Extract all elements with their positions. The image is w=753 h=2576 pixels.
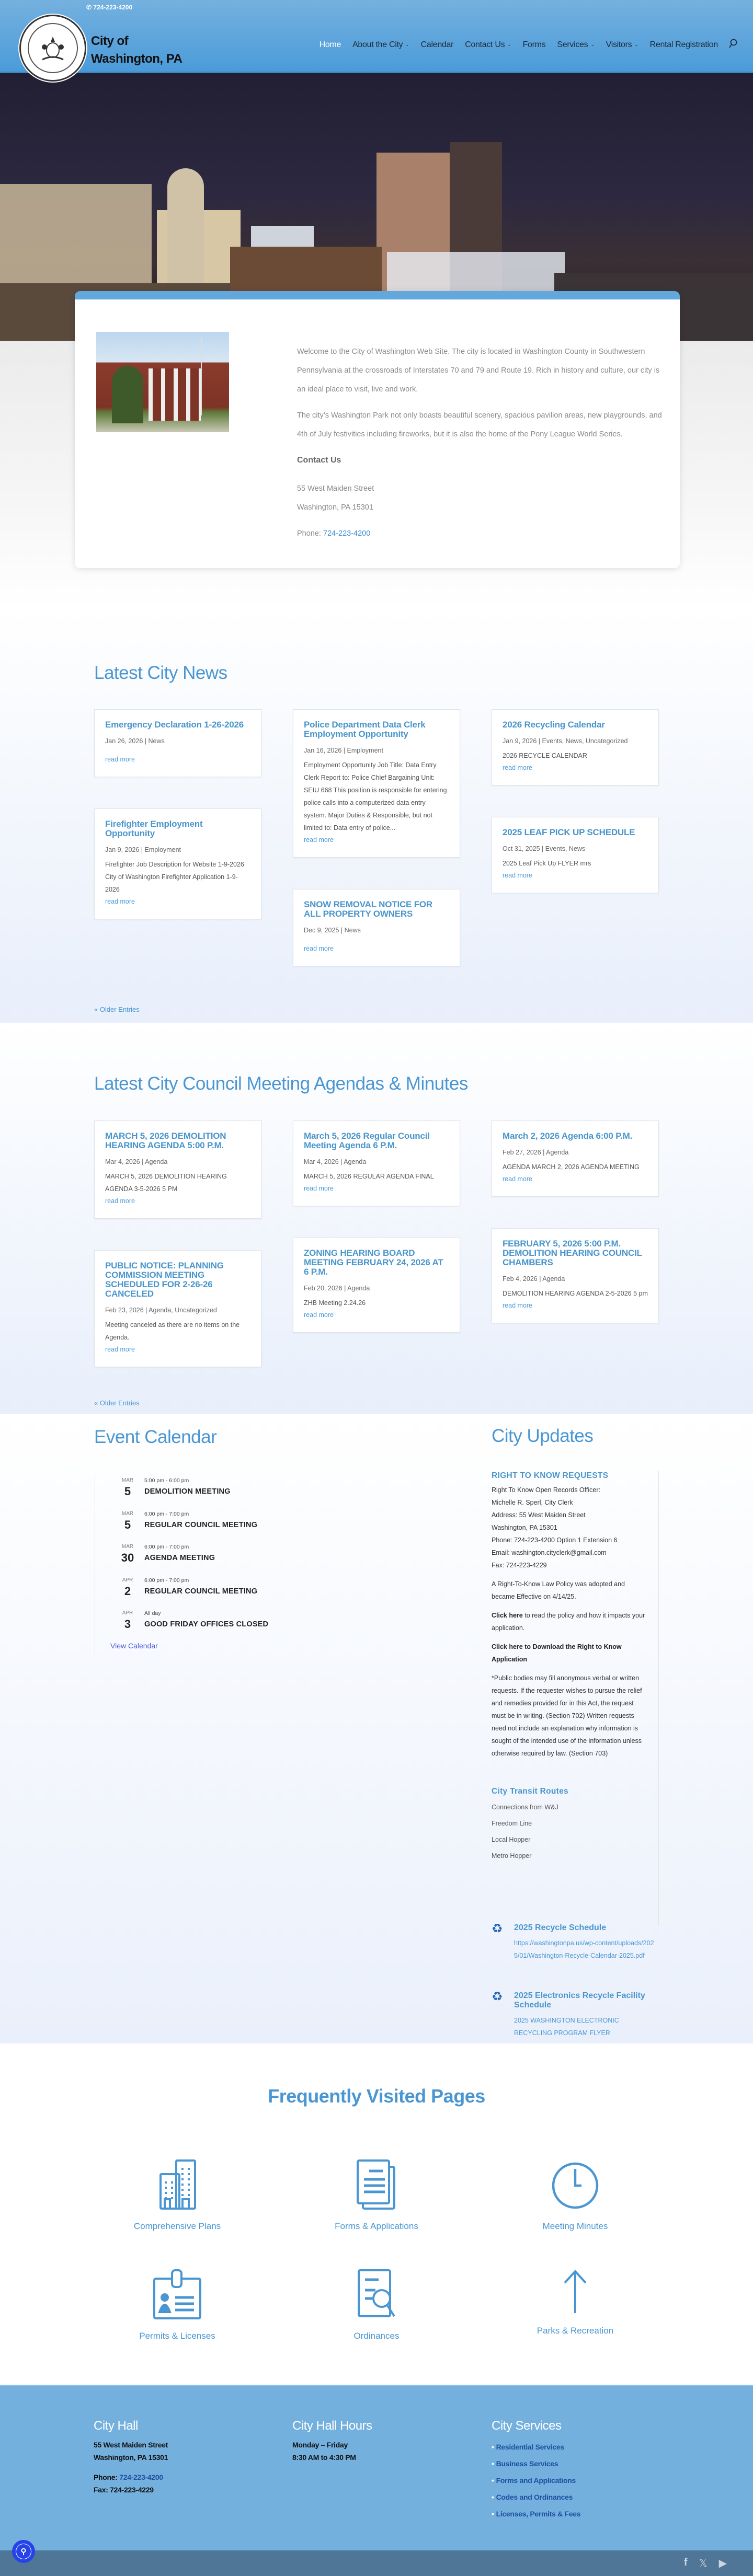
nav-item-rental-registration[interactable] xyxy=(644,40,724,50)
city-hall-photo xyxy=(96,332,229,432)
social-links xyxy=(684,2557,727,2570)
address-line: Washington, PA 15301 xyxy=(297,503,373,512)
top-phone[interactable]: ✆ 724-223-4200 xyxy=(86,4,133,11)
document-search-icon xyxy=(351,2268,402,2320)
event-time: 6:00 pm - 7:00 pm xyxy=(144,1510,189,1517)
chevron-down-icon: ⌄ xyxy=(590,42,595,47)
post-excerpt: MARCH 5, 2026 REGULAR AGENDA FINAL xyxy=(304,1173,434,1180)
read-more-link[interactable]: read more xyxy=(105,1197,135,1205)
post-card xyxy=(492,709,659,785)
footer-service-item xyxy=(492,2489,580,2505)
chevron-down-icon: ⌄ xyxy=(634,42,638,47)
rtk-line: Right To Know Open Records Officer: xyxy=(492,1486,600,1494)
nav-item-services[interactable] xyxy=(551,40,600,50)
seal-crest-icon xyxy=(37,32,69,64)
transit-routes xyxy=(492,1787,648,1864)
post-column xyxy=(492,709,659,966)
site-footer xyxy=(0,2385,753,2550)
phone-icon: ✆ xyxy=(86,4,94,11)
main-nav xyxy=(314,39,737,51)
post-column xyxy=(94,1120,261,1367)
rtk-line: Email: washington.cityclerk@gmail.com xyxy=(492,1549,607,1556)
footer-service-link[interactable]: Forms and Applications xyxy=(496,2476,576,2485)
event-item[interactable] xyxy=(95,1544,388,1575)
city-updates-panel xyxy=(492,1471,659,1926)
footer-phone-link[interactable]: 724-223-4200 xyxy=(119,2473,163,2481)
agendas-grid xyxy=(94,1120,659,1367)
post-card xyxy=(293,1120,460,1206)
electronics-recycle-link[interactable]: 2025 WASHINGTON ELECTRONIC RECYCLING PROGRAM FLYER xyxy=(514,2017,619,2037)
nav-label: Forms xyxy=(522,40,546,49)
news-title: Latest City News xyxy=(94,663,227,683)
read-more-link[interactable]: read more xyxy=(105,1346,135,1353)
recycle-icon: ♻ xyxy=(492,1990,503,2004)
recycle-schedule-block xyxy=(492,1923,659,1962)
event-time: 6:00 pm - 7:00 pm xyxy=(144,1544,189,1550)
post-card xyxy=(94,709,261,777)
fv-forms-applications[interactable]: Forms & Applications xyxy=(298,2158,455,2232)
post-meta: Jan 16, 2026 | Employment xyxy=(304,747,383,754)
phone-line: Phone: 724-223-4200 xyxy=(297,529,371,538)
post-title-link[interactable]: PUBLIC NOTICE: PLANNING COMMISSION MEETING SCHEDULED FOR 2-26-26 CANCELED xyxy=(105,1261,224,1299)
nav-label: Home xyxy=(319,40,341,49)
clock-icon xyxy=(551,2158,599,2211)
recycle-icon: ♻ xyxy=(492,1922,503,1936)
post-excerpt: Employment Opportunity Job Title: Data Entry Clerk Report to: Police Chief Bargaining Unit: SEIU 668 This position is responsible for entering police calls into a computerized data entry system. Major Duties & Responsible, but not limited to: Data entry of police... xyxy=(304,761,447,831)
post-title-link[interactable]: ZONING HEARING BOARD MEETING FEBRUARY 24, 2026 AT 6 P.M. xyxy=(304,1248,443,1277)
post-title-link[interactable]: Emergency Declaration 1-26-2026 xyxy=(105,720,244,730)
post-card xyxy=(94,808,261,919)
fv-ordinances[interactable]: Ordinances xyxy=(298,2268,455,2341)
post-excerpt: MARCH 5, 2026 DEMOLITION HEARING AGENDA 3-5-2026 5 PM xyxy=(105,1173,227,1193)
post-column xyxy=(293,1120,460,1367)
welcome-paragraph: Welcome to the City of Washington Web Site. The city is located in Washington County in Southwestern Pennsylvania at the crossroads of Interstates 70 and 79 and Route 19. Rich in history and culture, our city is an ideal place to visit, live and work. xyxy=(297,348,660,394)
rtk-line: Fax: 724-223-4229 xyxy=(492,1562,547,1569)
post-excerpt: Firefighter Job Description for Website 1-9-2026 City of Washington Firefighter Application 1-9-2026 xyxy=(105,861,244,893)
rtk-line: Michelle R. Sperl, City Clerk xyxy=(492,1499,573,1506)
post-meta: Jan 26, 2026 | News xyxy=(105,737,165,745)
event-month: APR xyxy=(122,1577,133,1583)
rtk-line: Washington, PA 15301 xyxy=(492,1524,557,1531)
electronics-recycle-title: 2025 Electronics Recycle Facility Schedule xyxy=(514,1991,645,2009)
event-month: MAR xyxy=(121,1544,134,1550)
post-meta: Feb 20, 2026 | Agenda xyxy=(304,1285,370,1292)
accessibility-icon: ⚲ xyxy=(16,2544,31,2559)
post-meta: Mar 4, 2026 | Agenda xyxy=(105,1158,168,1165)
city-updates-title: City Updates xyxy=(492,1426,594,1446)
nav-item-home[interactable] xyxy=(314,40,347,50)
nav-item-contact-us[interactable] xyxy=(459,40,517,50)
nav-label: Rental Registration xyxy=(649,40,718,49)
post-title-link[interactable]: SNOW REMOVAL NOTICE FOR ALL PROPERTY OWNERS xyxy=(304,899,432,919)
address-line: 55 West Maiden Street xyxy=(297,484,374,493)
read-more-link[interactable]: read more xyxy=(105,898,135,905)
post-meta: Jan 9, 2026 | Events, News, Uncategorized xyxy=(503,737,628,745)
post-excerpt: Meeting canceled as there are no items on the Agenda. xyxy=(105,1321,240,1341)
site-title[interactable]: City of Washington, PA xyxy=(91,34,182,66)
recycle-schedule-link[interactable]: https://washingtonpa.us/wp-content/uploads/2025/01/Washington-Recycle-Calendar-2025.pdf xyxy=(514,1939,654,1959)
footer-city-hall: City Hall 55 West Maiden Street Washington, PA 15301 Phone: 724-223-4200 Fax: 724-223-4229 xyxy=(94,2419,168,2494)
right-to-know-contact xyxy=(492,1484,648,1572)
event-month: MAR xyxy=(121,1510,134,1517)
post-meta: Feb 27, 2026 | Agenda xyxy=(503,1149,569,1156)
transit-route-link[interactable]: Local Hopper xyxy=(492,1836,531,1843)
transit-route-link[interactable]: Freedom Line xyxy=(492,1820,532,1827)
footer-service-link[interactable]: Licenses, Permits & Fees xyxy=(496,2510,581,2518)
post-column xyxy=(293,709,460,966)
post-title-link[interactable]: Firefighter Employment Opportunity xyxy=(105,819,203,838)
news-grid xyxy=(94,709,659,966)
footer-service-link[interactable]: Business Services xyxy=(496,2459,558,2468)
event-list xyxy=(95,1474,387,1657)
read-more-link[interactable]: read more xyxy=(503,1302,532,1309)
event-item[interactable] xyxy=(95,1511,388,1542)
event-time: 6:00 pm - 7:00 pm xyxy=(144,1577,189,1584)
view-calendar-link[interactable]: View Calendar xyxy=(110,1642,158,1650)
phone-link[interactable]: 724-223-4200 xyxy=(323,529,371,538)
seal-emblem xyxy=(28,23,78,73)
policy-link[interactable]: Click here xyxy=(492,1612,523,1619)
nav-label: Contact Us xyxy=(465,40,505,49)
post-card xyxy=(293,1238,460,1333)
fv-parks-recreation[interactable]: Parks & Recreation xyxy=(497,2268,654,2336)
search-icon[interactable] xyxy=(724,39,737,51)
electronics-recycle-block xyxy=(492,1991,659,2039)
event-item[interactable] xyxy=(95,1610,388,1642)
read-more-link[interactable]: read more xyxy=(304,945,334,952)
event-name[interactable]: REGULAR COUNCIL MEETING xyxy=(144,1520,258,1529)
event-calendar-title: Event Calendar xyxy=(94,1427,217,1447)
post-meta: Feb 4, 2026 | Agenda xyxy=(503,1275,565,1283)
buildings-icon xyxy=(156,2158,198,2211)
post-title-link[interactable]: Police Department Data Clerk Employment Opportunity xyxy=(304,720,426,739)
post-card xyxy=(293,709,460,858)
post-meta: Mar 4, 2026 | Agenda xyxy=(304,1158,367,1165)
read-more-link[interactable]: read more xyxy=(503,1175,532,1183)
post-card xyxy=(492,1228,659,1323)
youtube-icon[interactable]: ▶ xyxy=(718,2558,727,2569)
post-meta: Dec 9, 2025 | News xyxy=(304,927,361,934)
nav-label: Services xyxy=(557,40,588,49)
post-card xyxy=(94,1250,261,1367)
event-month: MAR xyxy=(121,1477,134,1483)
event-name[interactable]: DEMOLITION MEETING xyxy=(144,1487,231,1496)
read-more-link[interactable]: read more xyxy=(304,1185,334,1192)
fv-meeting-minutes[interactable]: Meeting Minutes xyxy=(497,2158,654,2232)
news-older-entries-link[interactable]: « Older Entries xyxy=(94,1006,140,1013)
read-more-link[interactable]: read more xyxy=(304,836,334,844)
event-day: 30 xyxy=(121,1551,134,1564)
transit-heading: City Transit Routes xyxy=(492,1787,568,1796)
footer-service-link[interactable]: Residential Services xyxy=(496,2443,564,2451)
nav-label: Calendar xyxy=(420,40,454,49)
footer-bottom-bar xyxy=(0,2550,753,2576)
post-meta: Jan 9, 2026 | Employment xyxy=(105,846,181,853)
event-name[interactable]: REGULAR COUNCIL MEETING xyxy=(144,1587,258,1596)
post-card xyxy=(492,817,659,893)
footnote-text: *Public bodies may fill anonymous verbal or written requests. If the requester wishes to pursue the relief and remedies provided for in this Act, the request must be in writing. (Section 702) Written requests need not include an explanation why information is sought of the intended use of the information unless otherwise required by law. (Section 703) xyxy=(492,1674,642,1757)
footer-service-item xyxy=(492,2455,580,2472)
id-badge-icon xyxy=(152,2268,202,2320)
event-name[interactable]: GOOD FRIDAY OFFICES CLOSED xyxy=(144,1620,269,1628)
frequently-visited-title: Frequently Visited Pages xyxy=(268,2085,485,2107)
footer-hours: City Hall Hours Monday – Friday 8:30 AM to 4:30 PM xyxy=(292,2419,372,2462)
post-title-link[interactable]: March 2, 2026 Agenda 6:00 P.M. xyxy=(503,1131,633,1141)
recycle-schedule-title: 2025 Recycle Schedule xyxy=(514,1923,607,1932)
chevron-down-icon: ⌄ xyxy=(507,42,511,47)
event-item[interactable] xyxy=(95,1477,388,1509)
footer-services: City Services • Residential Services • Business Services • Forms and Applications • Codes and Ordinances • Licenses, Permits & Fees xyxy=(492,2419,580,2522)
read-more-link[interactable]: read more xyxy=(304,1311,334,1319)
event-day: 2 xyxy=(124,1584,131,1598)
city-seal-logo[interactable] xyxy=(19,15,86,82)
read-more-link[interactable]: read more xyxy=(503,764,532,771)
post-excerpt: 2025 Leaf Pick Up FLYER mrs xyxy=(503,860,591,867)
accessibility-button[interactable] xyxy=(12,2540,35,2563)
event-month: APR xyxy=(122,1610,133,1616)
footer-service-item xyxy=(492,2505,580,2522)
read-more-link[interactable]: read more xyxy=(503,872,532,879)
post-title-link[interactable]: 2026 Recycling Calendar xyxy=(503,720,605,730)
download-application-link[interactable]: Click here to Download the Right to Know Application xyxy=(492,1643,622,1663)
post-column xyxy=(492,1120,659,1367)
nav-label: Visitors xyxy=(606,40,632,49)
nav-label: About the City xyxy=(352,40,403,49)
park-paragraph: The city’s Washington Park not only boasts beautiful scenery, spacious pavilion areas, new playgrounds, and 4th of July festivities including fireworks, but it is also the home of the Pony League World Series. xyxy=(297,411,662,438)
policy-link-line: Click here to read the policy and how it impacts your application. xyxy=(492,1612,645,1632)
nav-item-visitors[interactable] xyxy=(600,40,644,50)
event-day: 3 xyxy=(124,1618,131,1631)
post-card xyxy=(293,889,460,966)
post-title-link[interactable]: FEBRUARY 5, 2026 5:00 P.M. DEMOLITION HEARING COUNCIL CHAMBERS xyxy=(503,1239,642,1267)
policy-text: A Right-To-Know Law Policy was adopted and became Effective on 4/14/25. xyxy=(492,1580,625,1600)
x-icon[interactable]: 𝕏 xyxy=(699,2558,708,2569)
event-day: 5 xyxy=(124,1485,131,1498)
fv-permits-licenses[interactable]: Permits & Licenses xyxy=(99,2268,256,2341)
nav-item-about-the-city[interactable] xyxy=(347,40,415,50)
nav-item-forms[interactable] xyxy=(517,40,552,50)
post-title-link[interactable]: March 5, 2026 Regular Council Meeting Agenda 6 P.M. xyxy=(304,1131,430,1150)
rtk-line: Phone: 724-223-4200 Option 1 Extension 6 xyxy=(492,1537,618,1544)
post-excerpt: ZHB Meeting 2.24.26 xyxy=(304,1299,366,1307)
welcome-card xyxy=(75,291,680,568)
post-meta: Feb 23, 2026 | Agenda, Uncategorized xyxy=(105,1307,217,1314)
post-card xyxy=(94,1120,261,1219)
documents-icon xyxy=(356,2158,397,2211)
event-time: 5:00 pm - 6:00 pm xyxy=(144,1477,189,1484)
post-excerpt: DEMOLITION HEARING AGENDA 2-5-2026 5 pm xyxy=(503,1290,648,1297)
contact-heading: Contact Us xyxy=(297,456,341,465)
transit-route-link[interactable]: Metro Hopper xyxy=(492,1852,532,1859)
post-meta: Oct 31, 2025 | Events, News xyxy=(503,845,586,852)
site-header xyxy=(0,0,753,73)
post-excerpt: 2026 RECYCLE CALENDAR xyxy=(503,752,587,759)
read-more-link[interactable]: read more xyxy=(105,756,135,763)
event-day: 5 xyxy=(124,1518,131,1531)
chevron-down-icon: ⌄ xyxy=(405,42,409,47)
welcome-text xyxy=(297,342,663,543)
footer-service-item xyxy=(492,2472,580,2489)
post-title-link[interactable]: 2025 LEAF PICK UP SCHEDULE xyxy=(503,827,635,837)
agendas-older-entries-link[interactable]: « Older Entries xyxy=(94,1399,140,1407)
arrow-up-icon xyxy=(560,2268,591,2315)
right-to-know-heading: RIGHT TO KNOW REQUESTS xyxy=(492,1471,609,1480)
event-name[interactable]: AGENDA MEETING xyxy=(144,1554,215,1562)
event-time: All day xyxy=(144,1610,161,1616)
post-card xyxy=(492,1120,659,1197)
fv-comprehensive-plans[interactable]: Comprehensive Plans xyxy=(99,2158,256,2232)
post-column xyxy=(94,709,261,966)
footer-service-item xyxy=(492,2439,580,2455)
post-excerpt: AGENDA MARCH 2, 2026 AGENDA MEETING xyxy=(503,1163,640,1171)
footer-service-link[interactable]: Codes and Ordinances xyxy=(496,2493,573,2501)
event-item[interactable] xyxy=(95,1577,388,1609)
nav-item-calendar[interactable] xyxy=(415,40,460,50)
facebook-icon[interactable]: f xyxy=(683,2557,688,2568)
rtk-line: Address: 55 West Maiden Street xyxy=(492,1511,586,1519)
transit-route-link[interactable]: Connections from W&J xyxy=(492,1804,558,1811)
post-title-link[interactable]: MARCH 5, 2026 DEMOLITION HEARING AGENDA 5:00 P.M. xyxy=(105,1131,226,1150)
agendas-title: Latest City Council Meeting Agendas & Minutes xyxy=(94,1073,468,1094)
